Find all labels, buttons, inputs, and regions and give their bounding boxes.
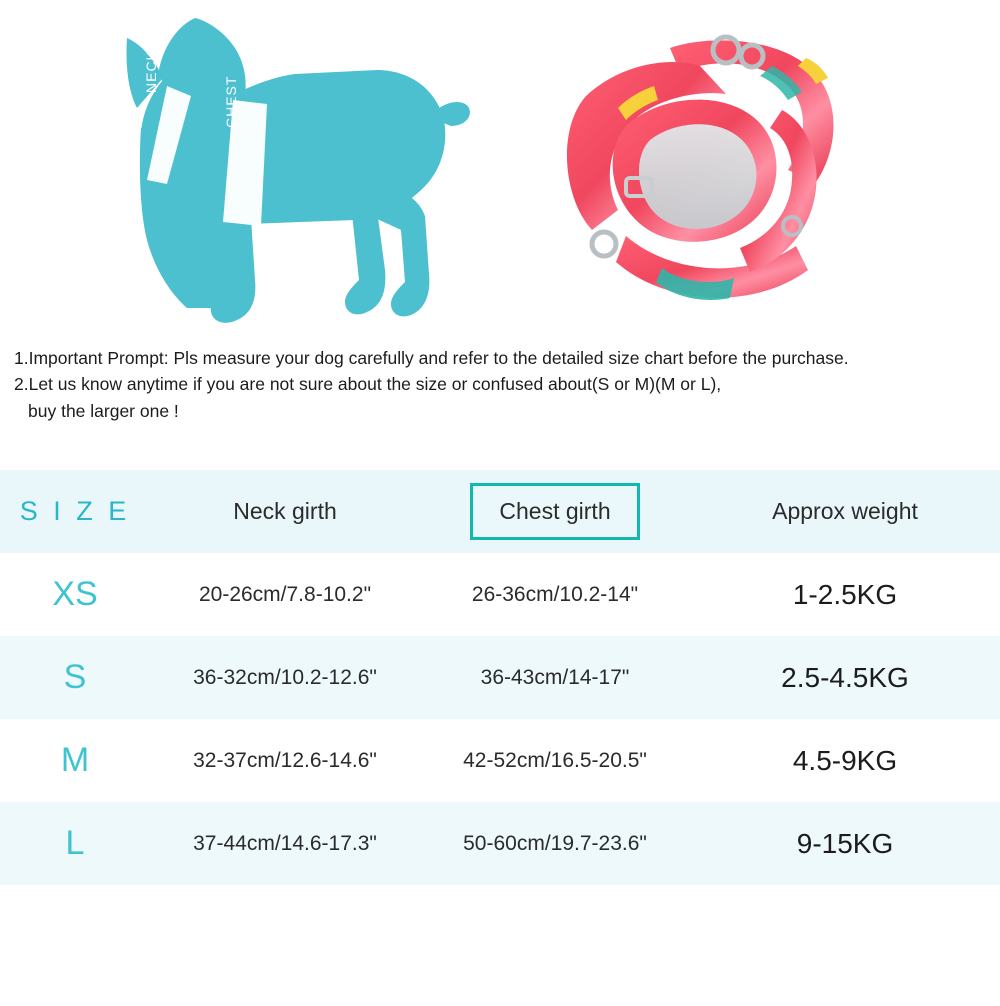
table-row: [0, 636, 1000, 719]
row-neck: 20-26cm/7.8-10.2": [198, 582, 372, 606]
note-line-1: 1.Important Prompt: Pls measure your dog carefully and refer to the detailed size chart before the purchase.: [14, 348, 849, 368]
table-header-row: [0, 470, 1000, 553]
size-chart-table: [0, 470, 1000, 885]
table-row: [0, 802, 1000, 885]
row-weight: 1-2.5KG: [792, 578, 898, 610]
row-neck: 32-37cm/12.6-14.6": [193, 748, 377, 772]
row-chest: 42-52cm/16.5-20.5": [463, 748, 647, 772]
neck-label: NECK: [143, 50, 159, 93]
chest-label: CHEST: [223, 75, 239, 128]
row-size: XS: [52, 575, 98, 613]
header-size: S I Z E: [19, 496, 131, 526]
row-size: L: [65, 824, 85, 862]
dog-harness-icon: [530, 30, 860, 320]
harness-photo: [530, 30, 860, 320]
header-approx-weight: Approx weight: [772, 498, 918, 524]
row-chest: 36-43cm/14-17": [480, 665, 630, 689]
note-line-3: buy the larger one !: [28, 400, 179, 421]
dog-silhouette-icon: [55, 8, 475, 338]
row-neck: 37-44cm/14.6-17.3": [193, 831, 377, 855]
important-notes: [0, 345, 1000, 424]
row-weight: 2.5-4.5KG: [781, 661, 909, 693]
row-weight: 4.5-9KG: [792, 744, 898, 776]
header-neck-girth: Neck girth: [233, 498, 337, 524]
row-weight: 9-15KG: [796, 827, 894, 859]
row-chest: 26-36cm/10.2-14": [471, 582, 639, 606]
header-chest-girth[interactable]: Chest girth: [470, 483, 639, 540]
row-chest: 50-60cm/19.7-23.6": [463, 831, 647, 855]
row-size: M: [60, 741, 90, 779]
table-row: [0, 719, 1000, 802]
illustration-area: [0, 0, 1000, 345]
row-size: S: [63, 658, 87, 696]
dog-diagram: [55, 8, 475, 338]
note-line-2: 2.Let us know anytime if you are not sure about the size or confused about(S or M)(M or L),: [14, 374, 722, 395]
table-row: [0, 553, 1000, 636]
row-neck: 36-32cm/10.2-12.6": [193, 665, 377, 689]
